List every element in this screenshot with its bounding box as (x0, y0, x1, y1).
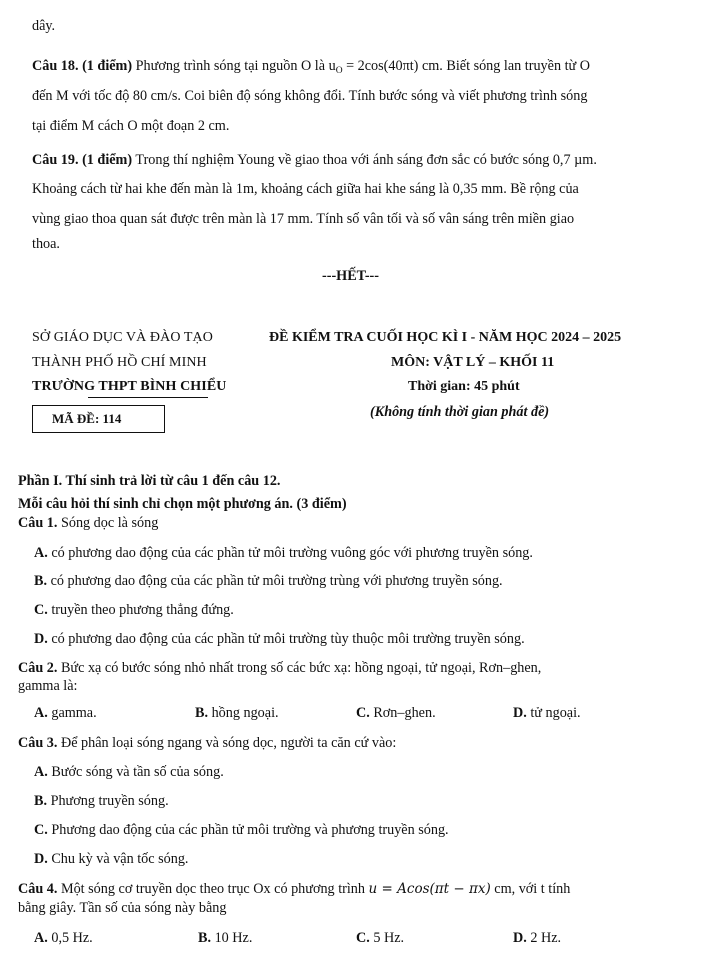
question-18-text-b: = 2cos(40πt) cm. Biết sóng lan truyền từ O (342, 58, 591, 74)
option-letter: A. (34, 705, 48, 721)
option-letter: C. (34, 822, 48, 838)
question-4-text-b: cm, với t tính (490, 881, 571, 897)
option-text: truyền theo phương thẳng đứng. (47, 602, 234, 618)
option-letter: B. (198, 930, 212, 946)
exam-code-box (32, 405, 165, 433)
question-3-option-a (34, 764, 224, 781)
option-text: có phương dao động của các phần tử môi trường tùy thuộc môi trường truyền sóng. (47, 631, 525, 647)
exam-subject: MÔN: VẬT LÝ – KHỐI 11 (391, 355, 555, 370)
question-1-stem (18, 515, 158, 532)
carryover-text: dây. (32, 18, 56, 34)
question-4-stem-2: bằng giây. Tần số của sóng này bằng (18, 900, 227, 916)
option-letter: A. (34, 545, 48, 561)
question-2-option-a (34, 705, 97, 722)
question-19-line-1 (32, 152, 597, 169)
question-18-line-1 (32, 58, 590, 76)
header-department: SỞ GIÁO DỤC VÀ ĐÀO TẠO (32, 330, 213, 345)
option-text: Bước sóng và tần số của sóng. (47, 764, 224, 780)
question-3-label: Câu 3. (18, 735, 58, 751)
exam-code: MÃ ĐỀ: 114 (52, 411, 122, 426)
question-4-option-b (198, 930, 252, 947)
option-text: hồng ngoại. (208, 705, 279, 721)
question-4-stem-1 (18, 881, 570, 898)
option-letter: D. (513, 705, 527, 721)
option-text: có phương dao động của các phần tử môi trường trùng với phương truyền sóng. (47, 573, 503, 589)
option-letter: A. (34, 930, 48, 946)
question-19-points: (1 điểm) (82, 152, 133, 168)
question-3-text: Để phân loại sóng ngang và sóng dọc, người ta căn cứ vào: (57, 735, 397, 751)
question-19-text: Trong thí nghiệm Young về giao thoa với ánh sáng đơn sắc có bước sóng 0,7 µm. (132, 152, 597, 168)
question-18-label: Câu 18. (32, 58, 79, 74)
question-18-line-2: đến M với tốc độ 80 cm/s. Coi biên độ sóng không đổi. Tính bước sóng và viết phương trình sóng (32, 88, 588, 104)
option-letter: A. (34, 764, 48, 780)
end-marker: ---HẾT--- (322, 268, 380, 284)
option-text: Phương dao động của các phần tử môi trường và phương truyền sóng. (47, 822, 449, 838)
option-text: gamma. (47, 705, 97, 721)
exam-note: (Không tính thời gian phát đề) (370, 404, 550, 420)
question-4-equation: u = Acos(πt − πx) (368, 881, 491, 897)
option-text: Chu kỳ và vận tốc sóng. (47, 851, 189, 867)
option-letter: B. (34, 573, 48, 589)
question-1-text: Sóng dọc là sóng (57, 515, 159, 531)
question-18-line-3: tại điểm M cách O một đoạn 2 cm. (32, 118, 230, 134)
question-19-line-2: Khoảng cách từ hai khe đến màn là 1m, khoảng cách giữa hai khe sáng là 0,35 mm. Bề rộng của (32, 181, 579, 197)
question-4-label: Câu 4. (18, 881, 58, 897)
question-19-line-3: vùng giao thoa quan sát được trên màn là 17 mm. Tính số vân tối và số vân sáng trên miền giao (32, 211, 575, 227)
question-18-subscript: O (335, 66, 343, 76)
question-1-option-d (34, 631, 525, 648)
option-letter: D. (513, 930, 527, 946)
question-1-option-b (34, 573, 503, 590)
question-3-stem (18, 735, 396, 752)
option-text: 5 Hz. (369, 930, 405, 946)
question-2-option-d (513, 705, 581, 722)
option-letter: C. (356, 705, 370, 721)
question-2-stem-2: gamma là: (18, 678, 78, 694)
question-1-option-c (34, 602, 234, 619)
option-letter: C. (34, 602, 48, 618)
option-text: Phương truyền sóng. (47, 793, 169, 809)
question-19-line-4: thoa. (32, 236, 60, 252)
exam-duration: Thời gian: 45 phút (408, 379, 520, 394)
option-text: có phương dao động của các phần tử môi trường vuông góc với phương truyền sóng. (47, 545, 533, 561)
option-text: Rơn–ghen. (369, 705, 436, 721)
exam-title: ĐỀ KIỂM TRA CUỐI HỌC KÌ I - NĂM HỌC 2024 – 2025 (269, 330, 622, 345)
option-letter: B. (34, 793, 48, 809)
option-letter: D. (34, 631, 48, 647)
option-text: 0,5 Hz. (47, 930, 93, 946)
question-2-option-b (195, 705, 279, 722)
option-letter: C. (356, 930, 370, 946)
question-2-text: Bức xạ có bước sóng nhỏ nhất trong số các bức xạ: hồng ngoại, tử ngoại, Rơn–ghen, (57, 660, 542, 676)
part-1-title: Phần I. Thí sinh trả lời từ câu 1 đến câu 12. (18, 473, 281, 489)
question-18-text-a: Phương trình sóng tại nguồn O là u (132, 58, 336, 74)
question-3-option-d (34, 851, 188, 868)
question-3-option-b (34, 793, 169, 810)
question-4-text-a: Một sóng cơ truyền dọc theo trục Ox có phương trình (57, 881, 369, 897)
part-1-instruction: Mỗi câu hỏi thí sinh chỉ chọn một phương án. (3 điểm) (18, 496, 347, 512)
option-letter: D. (34, 851, 48, 867)
school-underline (88, 397, 208, 398)
option-text: 10 Hz. (211, 930, 253, 946)
question-19-label: Câu 19. (32, 152, 79, 168)
question-2-stem-1 (18, 660, 541, 677)
question-4-option-c (356, 930, 404, 947)
question-18-points: (1 điểm) (82, 58, 133, 74)
question-1-label: Câu 1. (18, 515, 58, 531)
header-city: THÀNH PHỐ HỒ CHÍ MINH (32, 355, 207, 370)
question-1-option-a (34, 545, 533, 562)
question-3-option-c (34, 822, 449, 839)
option-text: 2 Hz. (526, 930, 562, 946)
question-2-label: Câu 2. (18, 660, 58, 676)
question-4-option-d (513, 930, 561, 947)
question-4-option-a (34, 930, 93, 947)
question-2-option-c (356, 705, 436, 722)
header-school: TRƯỜNG THPT BÌNH CHIỂU (32, 379, 227, 394)
option-text: tử ngoại. (526, 705, 581, 721)
option-letter: B. (195, 705, 209, 721)
